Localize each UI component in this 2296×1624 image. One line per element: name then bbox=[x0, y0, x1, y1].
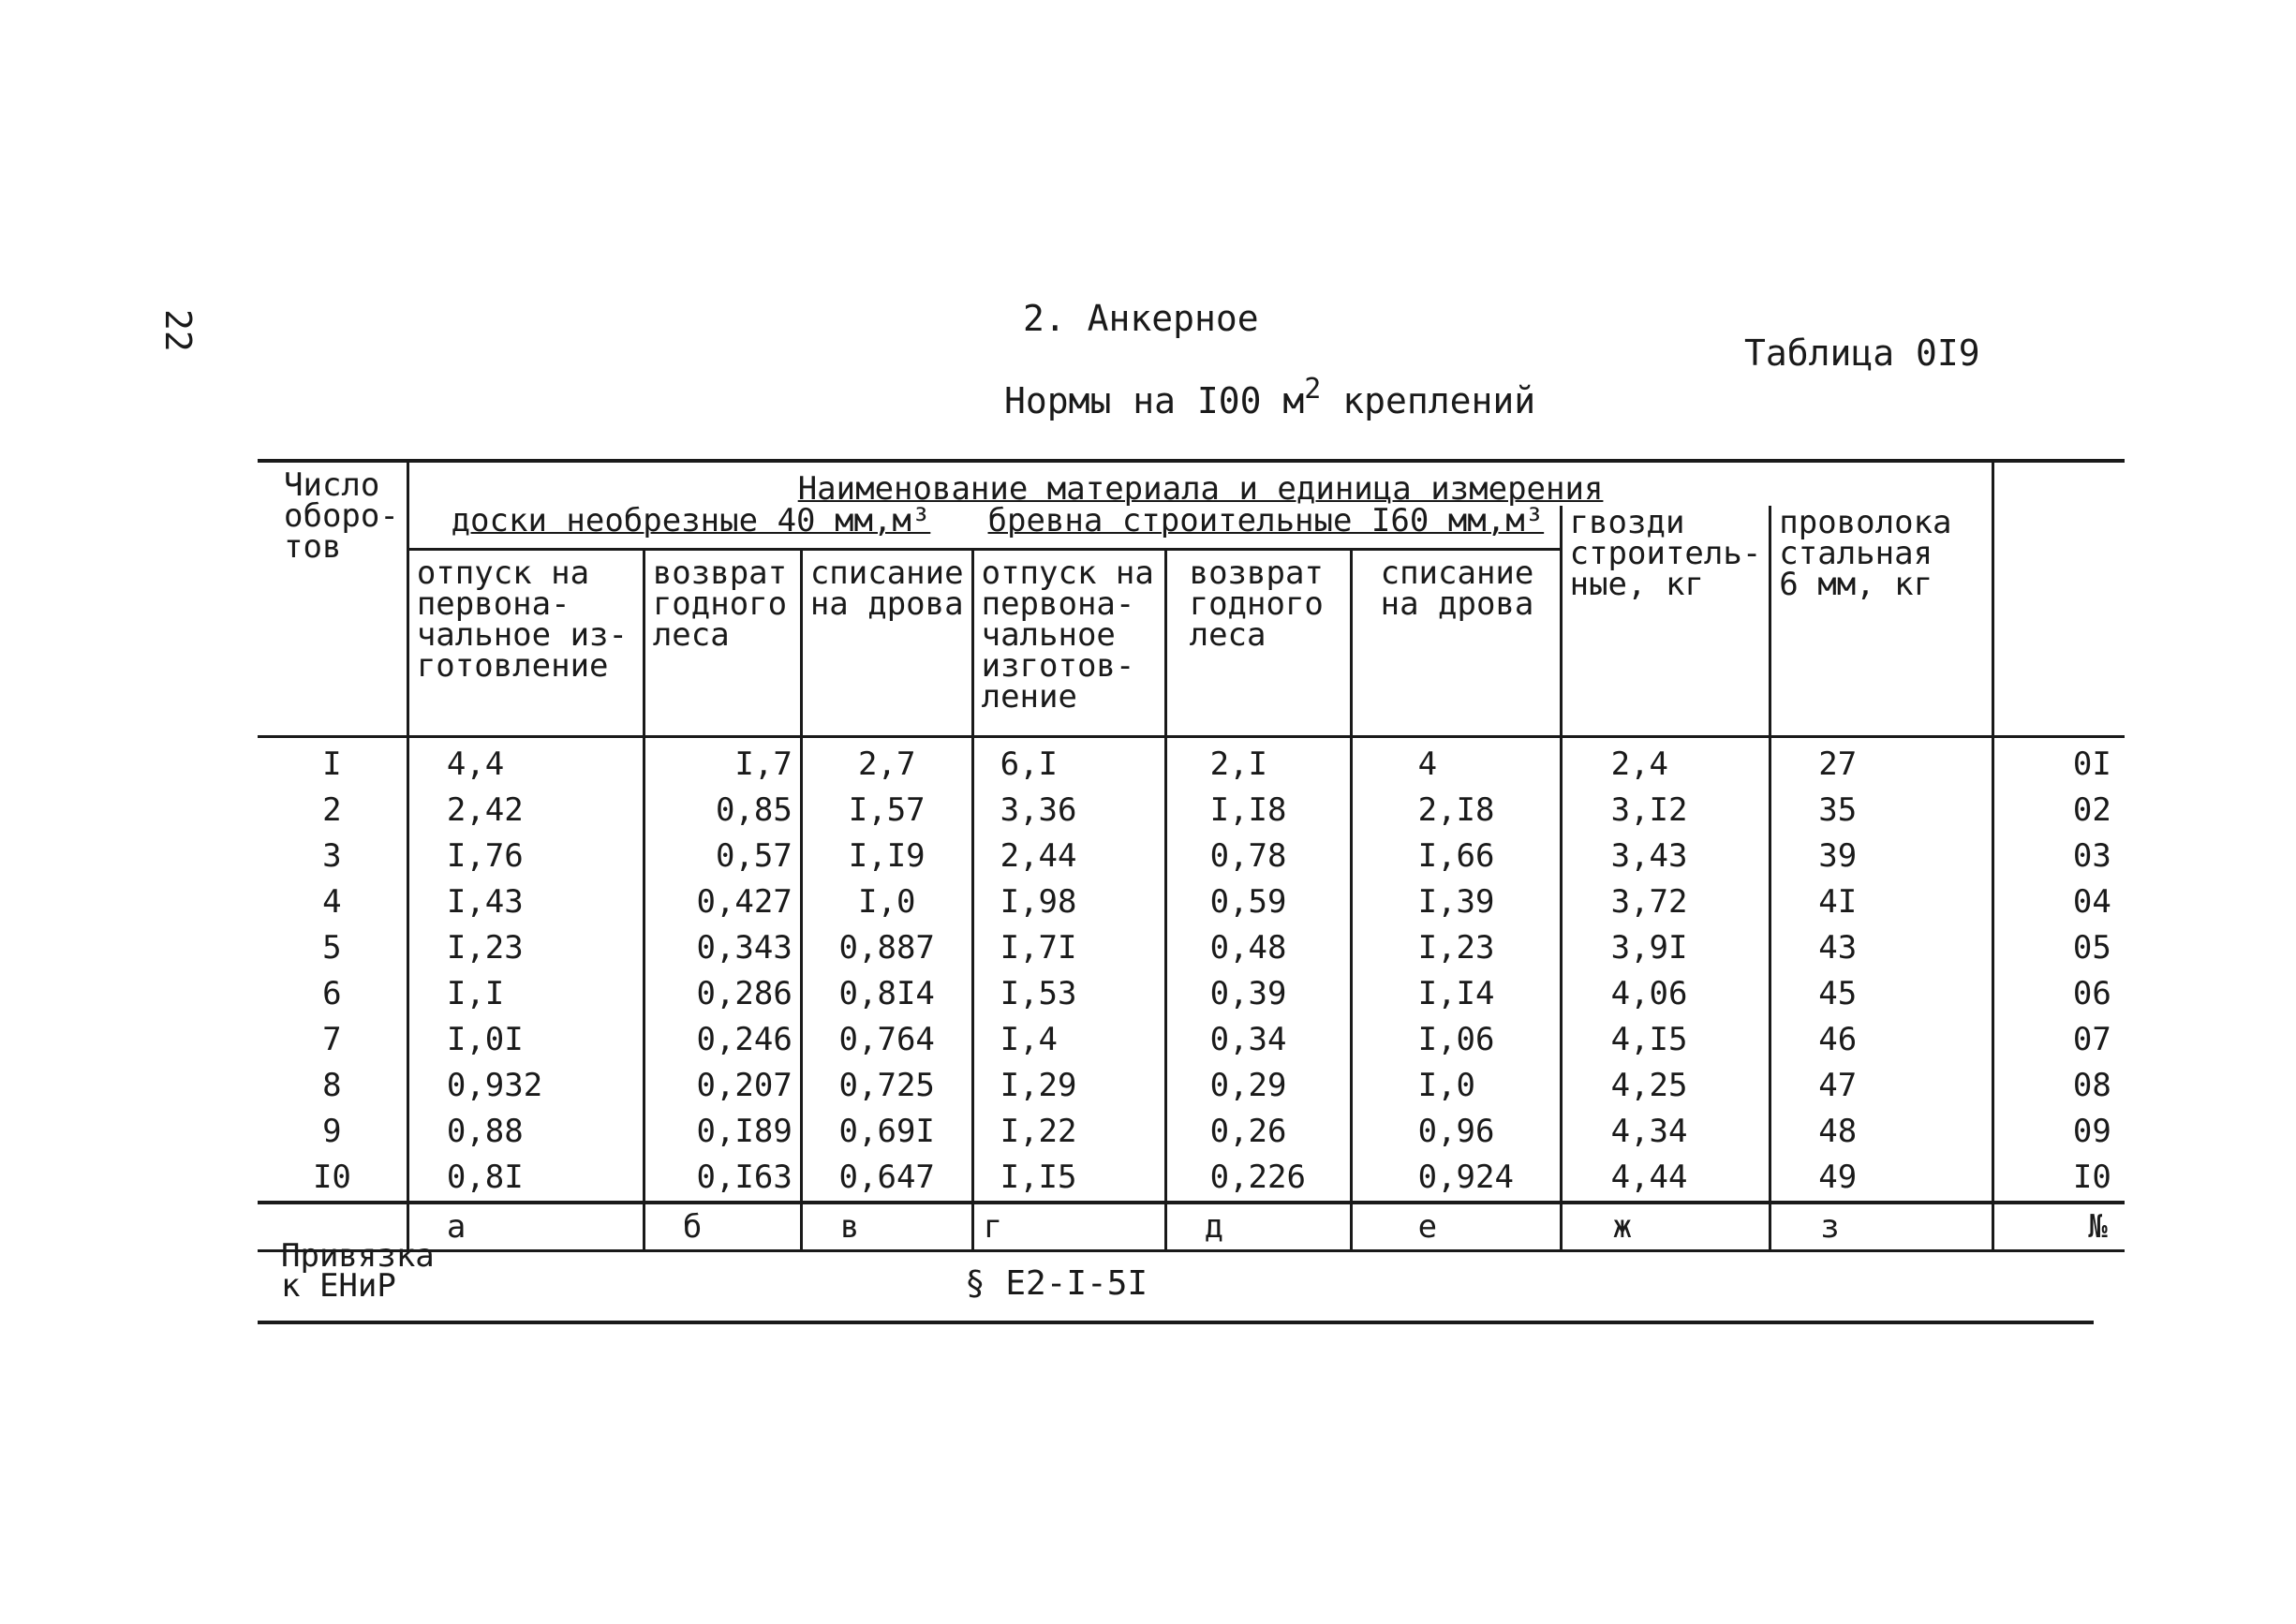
table-cell-no: 03 bbox=[1993, 834, 2125, 879]
table-cell-g: 2,44 bbox=[972, 834, 1165, 879]
table-cell-b: 0,343 bbox=[644, 925, 801, 971]
table-cell-z: 4I bbox=[1770, 879, 1993, 925]
header-nails: гвозди строитель- ные, кг bbox=[1561, 506, 1770, 736]
table-cell-d: 0,34 bbox=[1165, 1017, 1351, 1063]
table-cell-v: 0,887 bbox=[801, 925, 972, 971]
table-cell-z: 47 bbox=[1770, 1063, 1993, 1109]
table-cell-e: I,0 bbox=[1351, 1063, 1561, 1109]
table-cell-g: I,I5 bbox=[972, 1155, 1165, 1203]
table-cell-no: 09 bbox=[1993, 1109, 2125, 1155]
table-cell-z: 48 bbox=[1770, 1109, 1993, 1155]
table-cell-n: 3 bbox=[322, 836, 342, 875]
table-cell-zh: 3,72 bbox=[1561, 879, 1770, 925]
table-cell-d: 2,I bbox=[1165, 736, 1351, 788]
table-cell-v: I,0 bbox=[801, 879, 972, 925]
table-cell-no: I0 bbox=[1993, 1155, 2125, 1203]
table-cell-zh: 2,4 bbox=[1561, 736, 1770, 788]
table-cell-zh: 4,34 bbox=[1561, 1109, 1770, 1155]
table-cell-g: 3,36 bbox=[972, 788, 1165, 834]
table-row bbox=[258, 834, 2125, 879]
table-cell-e: I,23 bbox=[1351, 925, 1561, 971]
table-cell-zh: 3,9I bbox=[1561, 925, 1770, 971]
table-cell-v: 0,725 bbox=[801, 1063, 972, 1109]
table-cell-no: 07 bbox=[1993, 1017, 2125, 1063]
table-cell-no: 06 bbox=[1993, 971, 2125, 1017]
letter-cell: з bbox=[1770, 1203, 1993, 1251]
letter-cell: № bbox=[1993, 1203, 2125, 1251]
header-empty-cell-2 bbox=[1993, 506, 2125, 736]
table-cell-n: 9 bbox=[322, 1112, 342, 1150]
norms-table bbox=[258, 459, 2125, 1252]
table-row bbox=[258, 1109, 2125, 1155]
table-cell-no: 04 bbox=[1993, 879, 2125, 925]
table-cell-d: 0,78 bbox=[1165, 834, 1351, 879]
table-cell-e: 4 bbox=[1351, 736, 1561, 788]
table-cell-n: I0 bbox=[312, 1158, 351, 1196]
table-cell-zh: 4,44 bbox=[1561, 1155, 1770, 1203]
table-cell-v: 2,7 bbox=[801, 736, 972, 788]
table-cell-d: 0,39 bbox=[1165, 971, 1351, 1017]
table-cell-g: I,22 bbox=[972, 1109, 1165, 1155]
page-number: 22 bbox=[157, 309, 199, 352]
table-row bbox=[258, 971, 2125, 1017]
table-cell-a: I,I bbox=[407, 971, 644, 1017]
table-cell-zh: 3,I2 bbox=[1561, 788, 1770, 834]
table-cell-d: I,I8 bbox=[1165, 788, 1351, 834]
table-cell-g: I,4 bbox=[972, 1017, 1165, 1063]
footer-reference: § Е2-I-5I bbox=[965, 1264, 1148, 1303]
table-cell-z: 46 bbox=[1770, 1017, 1993, 1063]
table-row bbox=[258, 925, 2125, 971]
table-cell-e: 0,96 bbox=[1351, 1109, 1561, 1155]
header-wire: проволока стальная 6 мм, кг bbox=[1770, 506, 1993, 736]
header-logs: бревна строительные I60 мм,м³ bbox=[987, 502, 1545, 539]
table-cell-zh: 3,43 bbox=[1561, 834, 1770, 879]
header-boards-issue: отпуск на первона- чальное из- готовление bbox=[407, 549, 644, 736]
table-cell-n: 7 bbox=[322, 1020, 342, 1058]
table-cell-g: I,29 bbox=[972, 1063, 1165, 1109]
table-row bbox=[258, 1063, 2125, 1109]
letter-row bbox=[258, 1203, 2125, 1251]
table-cell-v: I,I9 bbox=[801, 834, 972, 879]
table-subtitle bbox=[1004, 373, 1535, 421]
header-empty-cell bbox=[1993, 461, 2125, 506]
table-cell-z: 39 bbox=[1770, 834, 1993, 879]
table-cell-d: 0,26 bbox=[1165, 1109, 1351, 1155]
table-row bbox=[258, 879, 2125, 925]
table-cell-a: I,43 bbox=[407, 879, 644, 925]
header-boards-return: возврат годного леса bbox=[644, 549, 801, 736]
section-title: 2. Анкерное bbox=[1023, 298, 1259, 339]
table-cell-d: 0,48 bbox=[1165, 925, 1351, 971]
table-cell-a: I,23 bbox=[407, 925, 644, 971]
table-cell-b: I,7 bbox=[644, 736, 801, 788]
header-logs-return: возврат годного леса bbox=[1165, 549, 1351, 736]
table-cell-v: 0,764 bbox=[801, 1017, 972, 1063]
letter-cell: ж bbox=[1561, 1203, 1770, 1251]
table-cell-v: I,57 bbox=[801, 788, 972, 834]
header-turns: Число оборо- тов bbox=[258, 461, 407, 736]
header-logs-issue: отпуск на первона- чальное изготов- ление bbox=[972, 549, 1165, 736]
table-row bbox=[258, 1155, 2125, 1203]
table-cell-e: I,06 bbox=[1351, 1017, 1561, 1063]
table-cell-n: 5 bbox=[322, 928, 342, 967]
table-cell-b: 0,246 bbox=[644, 1017, 801, 1063]
table-cell-z: 27 bbox=[1770, 736, 1993, 788]
table-cell-b: 0,286 bbox=[644, 971, 801, 1017]
table-cell-e: I,I4 bbox=[1351, 971, 1561, 1017]
table-cell-b: 0,427 bbox=[644, 879, 801, 925]
table-row bbox=[258, 1017, 2125, 1063]
table-cell-a: I,0I bbox=[407, 1017, 644, 1063]
table-cell-d: 0,226 bbox=[1165, 1155, 1351, 1203]
letter-cell: г bbox=[972, 1203, 1165, 1251]
table-cell-a: 2,42 bbox=[407, 788, 644, 834]
table-cell-d: 0,59 bbox=[1165, 879, 1351, 925]
table-cell-e: I,39 bbox=[1351, 879, 1561, 925]
table-cell-no: 0I bbox=[1993, 736, 2125, 788]
table-cell-z: 35 bbox=[1770, 788, 1993, 834]
table-cell-n: 4 bbox=[322, 882, 342, 921]
table-cell-z: 45 bbox=[1770, 971, 1993, 1017]
subtitle-superscript: 2 bbox=[1304, 373, 1322, 406]
table-cell-b: 0,I63 bbox=[644, 1155, 801, 1203]
table-cell-v: 0,647 bbox=[801, 1155, 972, 1203]
table-row bbox=[258, 788, 2125, 834]
letter-cell: е bbox=[1351, 1203, 1561, 1251]
table-cell-a: 4,4 bbox=[407, 736, 644, 788]
table-row bbox=[258, 736, 2125, 788]
table-cell-n: 2 bbox=[322, 790, 342, 829]
table-cell-b: 0,207 bbox=[644, 1063, 801, 1109]
table-label: Таблица 0I9 bbox=[1744, 332, 1980, 374]
table-cell-z: 49 bbox=[1770, 1155, 1993, 1203]
table-cell-no: 08 bbox=[1993, 1063, 2125, 1109]
header-boards: доски необрезные 40 мм,м³ bbox=[407, 506, 972, 549]
table-cell-z: 43 bbox=[1770, 925, 1993, 971]
table-cell-v: 0,69I bbox=[801, 1109, 972, 1155]
table-cell-e: 0,924 bbox=[1351, 1155, 1561, 1203]
table-cell-e: I,66 bbox=[1351, 834, 1561, 879]
table-cell-a: 0,8I bbox=[407, 1155, 644, 1203]
table-cell-a: 0,932 bbox=[407, 1063, 644, 1109]
table-body bbox=[258, 736, 2125, 1203]
footer-label: Привязка к ЕНиР bbox=[281, 1237, 435, 1305]
letter-cell: а bbox=[407, 1203, 644, 1251]
table-cell-v: 0,8I4 bbox=[801, 971, 972, 1017]
table-cell-a: I,76 bbox=[407, 834, 644, 879]
table-cell-no: 02 bbox=[1993, 788, 2125, 834]
header-boards-writeoff: списание на дрова bbox=[801, 549, 972, 736]
table-cell-no: 05 bbox=[1993, 925, 2125, 971]
subtitle-prefix: Нормы на I00 м bbox=[1004, 380, 1305, 421]
table-cell-a: 0,88 bbox=[407, 1109, 644, 1155]
table-cell-g: I,7I bbox=[972, 925, 1165, 971]
table-cell-zh: 4,06 bbox=[1561, 971, 1770, 1017]
table-cell-g: 6,I bbox=[972, 736, 1165, 788]
header-material-group: Наименование материала и единица измерения bbox=[407, 461, 1992, 506]
letter-cell: д bbox=[1165, 1203, 1351, 1251]
table-cell-b: 0,I89 bbox=[644, 1109, 801, 1155]
table-cell-g: I,53 bbox=[972, 971, 1165, 1017]
table-cell-zh: 4,I5 bbox=[1561, 1017, 1770, 1063]
header-logs-writeoff: списание на дрова bbox=[1351, 549, 1561, 736]
bottom-rule bbox=[258, 1321, 2094, 1324]
table-cell-n: 8 bbox=[322, 1066, 342, 1104]
letter-cell: б bbox=[644, 1203, 801, 1251]
subtitle-suffix: креплений bbox=[1321, 380, 1536, 421]
table-cell-e: 2,I8 bbox=[1351, 788, 1561, 834]
letter-cell: в bbox=[801, 1203, 972, 1251]
table-cell-g: I,98 bbox=[972, 879, 1165, 925]
table-cell-n: 6 bbox=[322, 974, 342, 1012]
table-cell-zh: 4,25 bbox=[1561, 1063, 1770, 1109]
table-cell-n: I bbox=[322, 745, 342, 783]
table-cell-b: 0,57 bbox=[644, 834, 801, 879]
table-cell-b: 0,85 bbox=[644, 788, 801, 834]
table-cell-d: 0,29 bbox=[1165, 1063, 1351, 1109]
